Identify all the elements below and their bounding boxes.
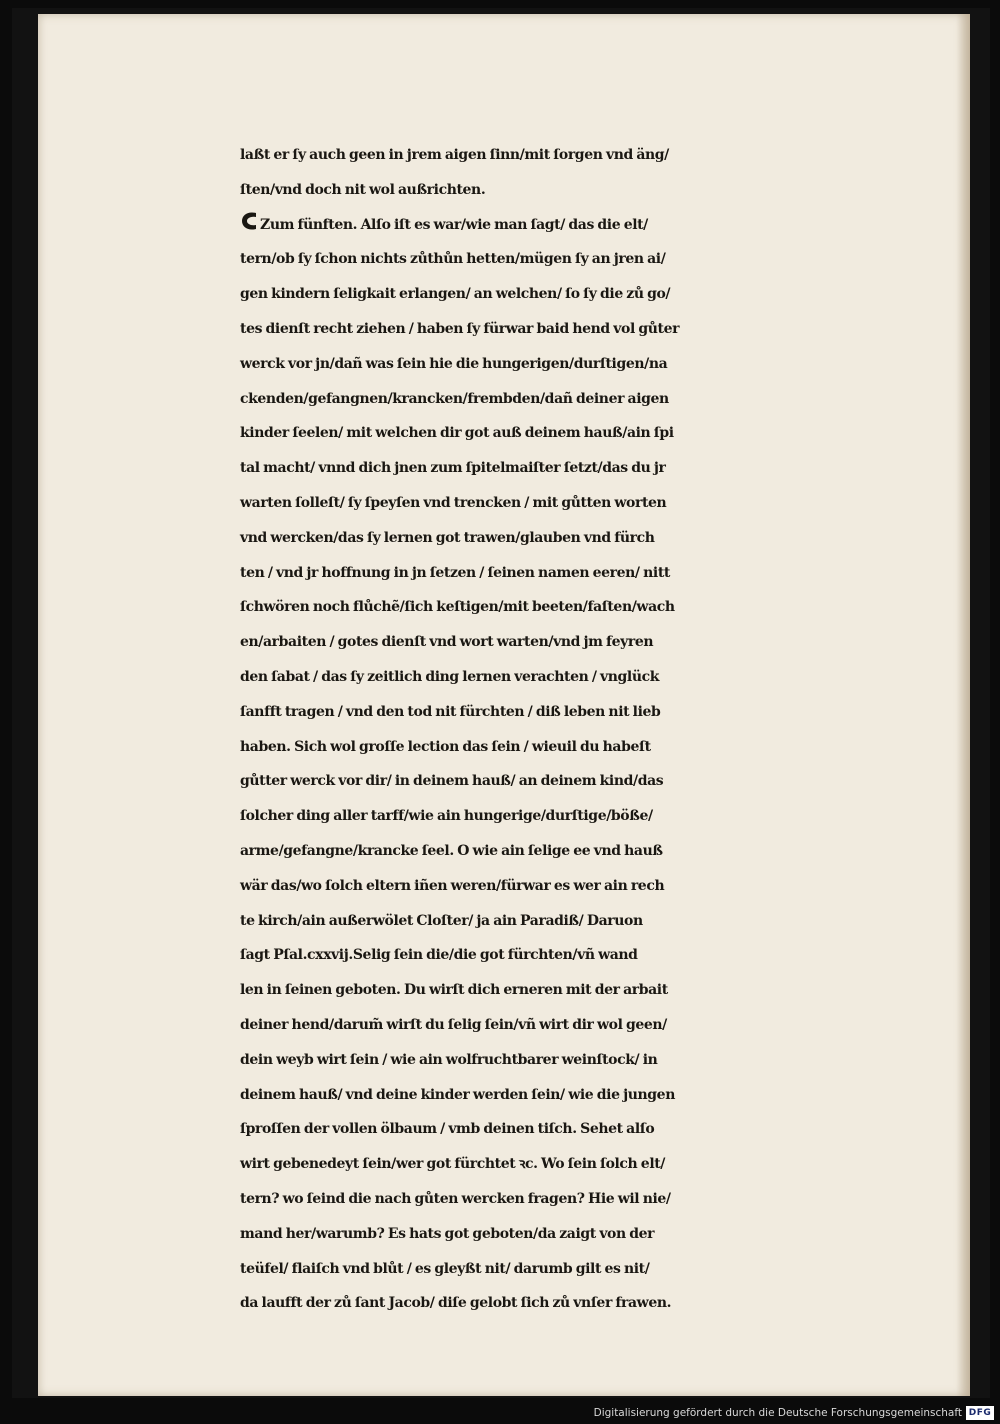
text-line-23: te kirch/ain außerwölet Cloſter/ ja ain Paradiß/ Daruon <box>240 912 643 929</box>
text-line-30: wirt gebenedeyt ſein/wer got fürchtet ꝛc. Wo ſein ſolch elt/ <box>240 1156 666 1173</box>
text-line-25: len in ſeinen geboten. Du wirſt dich erneren mit der arbait <box>240 982 668 999</box>
text-line-27: dein weyb wirt ſein / wie ain wolfruchtbarer weinſtock/ in <box>240 1051 658 1068</box>
text-line-18: haben. Sich wol groſſe lection das ſein / wieuil du habeſt <box>240 738 651 755</box>
text-line-6: tes dienſt recht ziehen / haben ſy fürwar baid hend vol gůter <box>240 320 680 337</box>
text-line-32: mand her/warumb? Es hats got geboten/da zaigt von der <box>240 1225 655 1242</box>
pilcrow-icon <box>240 210 258 232</box>
text-line-16: den ſabat / das ſy zeitlich ding lernen verachten / vnglück <box>240 668 660 685</box>
text-block <box>240 138 960 1321</box>
text-line-14: ſchwören noch flůchẽ/ſich keſtigen/mit beeten/faſten/wach <box>240 599 675 616</box>
book-page <box>38 14 970 1396</box>
text-line-33: teüfel/ flaiſch vnd blůt / es gleyßt nit/ darumb gilt es nit/ <box>240 1260 650 1277</box>
text-line-17: ſanfft tragen / vnd den tod nit fürchten / diß leben nit lieb <box>240 703 661 720</box>
text-line-28: deinem hauß/ vnd deine kinder werden ſein/ wie die jungen <box>240 1086 675 1103</box>
text-line-9: kinder ſeelen/ mit welchen dir got auß deinem hauß/ain ſpi <box>240 425 674 442</box>
text-line-20: ſolcher ding aller tarff/wie ain hungerige/durſtige/böße/ <box>240 808 653 825</box>
footer-bar <box>0 1398 1000 1424</box>
text-line-10: tal macht/ vnnd dich jnen zum ſpitelmaiſter ſetzt/das du jr <box>240 460 666 477</box>
text-line-2: ſten/vnd doch nit wol außrichten. <box>240 181 486 198</box>
funding-acknowledgement: Digitalisierung gefördert durch die Deutsche Forschungsgemeinschaft <box>593 1407 962 1419</box>
text-line-31: tern? wo ſeind die nach gůten wercken fragen? Hie wil nie/ <box>240 1190 671 1207</box>
text-line-26: deiner hend/darum̃ wirſt du ſelig ſein/vñ wirt dir wol geen/ <box>240 1016 667 1033</box>
text-line-4: tern/ob ſy ſchon nichts zůthůn hetten/mügen ſy an jren ai/ <box>240 251 666 268</box>
text-line-15: en/arbaiten / gotes dienſt vnd wort warten/vnd jm feyren <box>240 634 654 651</box>
text-line-34: da laufft der zů ſant Jacob/ diſe gelobt ſich zů vnſer frawen. <box>240 1295 672 1312</box>
text-line-7: werck vor jn/dañ was ſein hie die hungerigen/durſtigen/na <box>240 355 668 372</box>
text-line-12: vnd wercken/das ſy lernen got trawen/glauben vnd fürch <box>240 529 655 546</box>
text-line-24: ſagt Pſal.cxxvij.Selig ſein die/die got fürchten/vñ wand <box>240 947 638 964</box>
text-line-1: laßt er ſy auch geen in jrem aigen ſinn/mit ſorgen vnd äng/ <box>240 147 669 163</box>
text-line-29: ſproſſen der vollen ölbaum / vmb deinen tiſch. Sehet alſo <box>240 1121 655 1138</box>
text-line-22: wär das/wo ſolch eltern iñen weren/fürwar es wer ain rech <box>240 877 665 894</box>
text-line-8: ckenden/gefangnen/krancken/frembden/dañ deiner aigen <box>240 390 669 407</box>
text-line-21: arme/gefangne/krancke ſeel. O wie ain ſelige ee vnd hauß <box>240 842 663 859</box>
text-line-11: warten ſolleſt/ ſy ſpeyſen vnd trencken / mit gůtten worten <box>240 494 667 511</box>
text-line-3: Zum fünften. Alſo iſt es war/wie man ſagt/ das die elt/ <box>240 208 960 243</box>
text-line-5: gen kindern ſeligkait erlangen/ an welchen/ ſo ſy die zů go/ <box>240 286 671 303</box>
dfg-logo: DFG <box>966 1406 994 1420</box>
text-line-13: ten / vnd jr hoffnung in jn ſetzen / ſeinen namen eeren/ nitt <box>240 564 670 581</box>
text-line-19: gůtter werck vor dir/ in deinem hauß/ an deinem kind/das <box>240 773 664 790</box>
